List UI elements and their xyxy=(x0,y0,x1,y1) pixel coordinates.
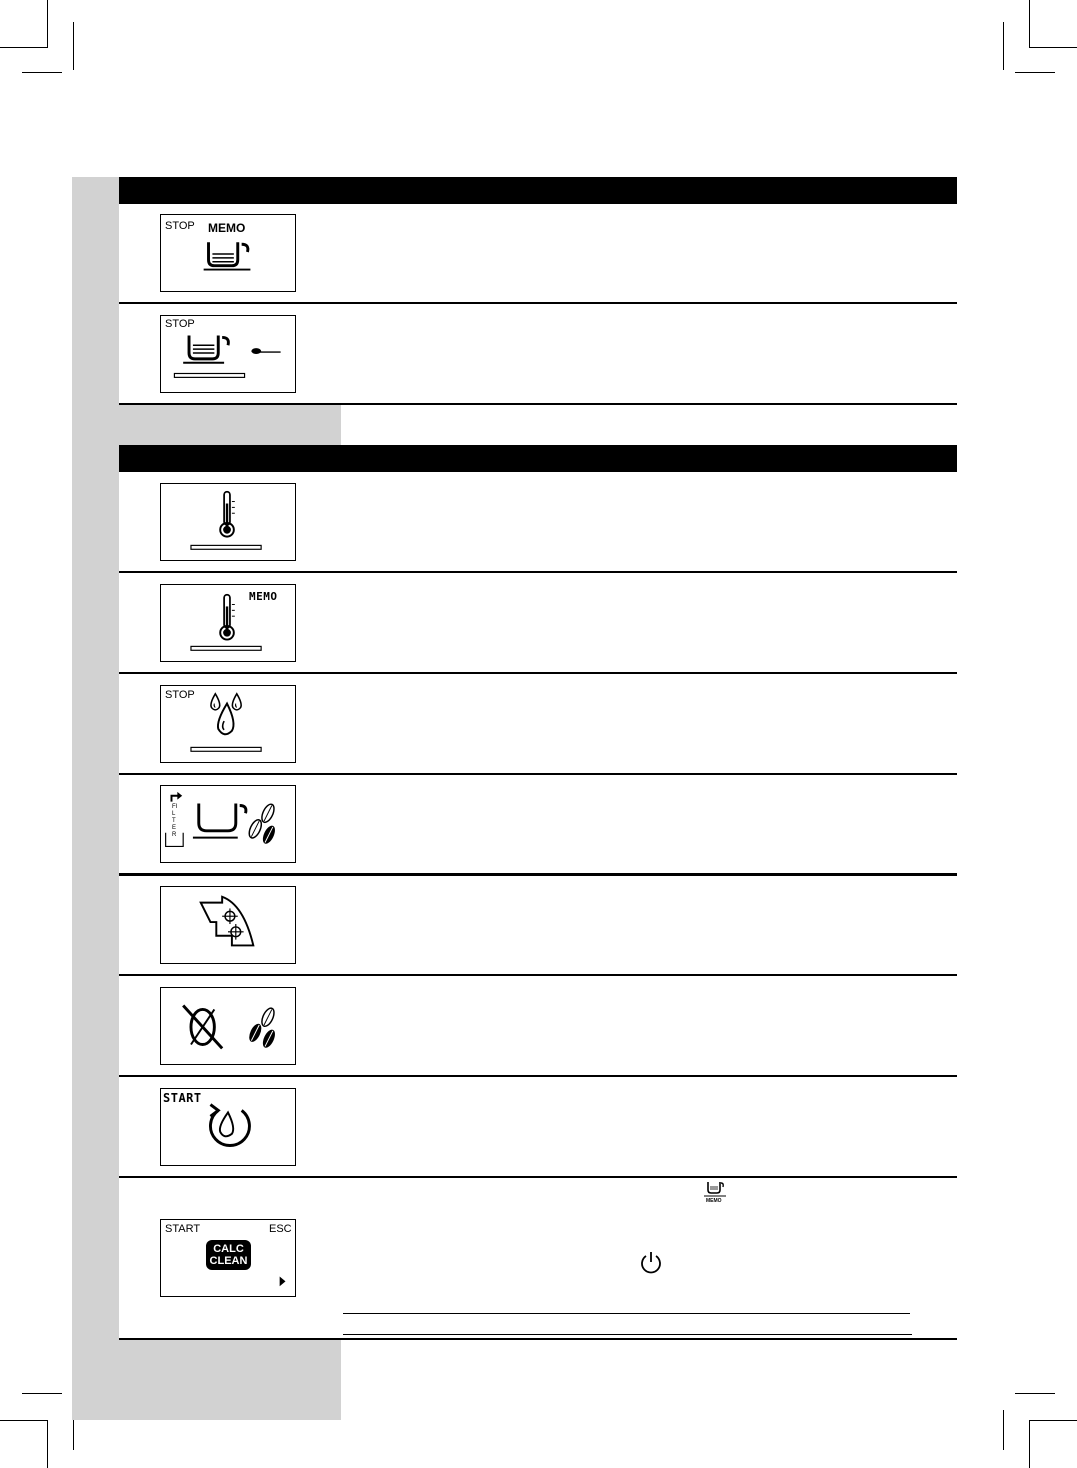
crop-mark xyxy=(47,0,48,48)
note-underline xyxy=(343,1313,910,1314)
row-divider xyxy=(119,672,957,674)
esc-label: ESC xyxy=(269,1223,292,1235)
row-divider xyxy=(119,302,957,304)
display-brew-group xyxy=(160,886,296,964)
crop-mark xyxy=(0,1420,48,1421)
row-divider xyxy=(119,1338,957,1340)
filter-label: FILTER xyxy=(172,804,178,838)
crop-mark xyxy=(1015,1393,1055,1394)
section-header-2 xyxy=(119,445,957,472)
crop-mark xyxy=(73,22,74,70)
crop-mark xyxy=(1003,1410,1004,1450)
crop-mark xyxy=(1003,22,1004,70)
memo-cup-inline-icon xyxy=(700,1178,730,1208)
gray-section-gap xyxy=(119,405,341,445)
power-icon xyxy=(638,1249,664,1275)
crop-mark xyxy=(1029,47,1077,48)
row-divider xyxy=(119,571,957,573)
row-divider xyxy=(119,873,957,876)
row-divider xyxy=(119,1075,957,1077)
crop-mark xyxy=(47,1420,48,1468)
stop-label: STOP xyxy=(165,689,195,701)
display-stop-drops xyxy=(160,685,296,763)
row-divider xyxy=(119,1176,957,1178)
crop-mark xyxy=(22,1393,62,1394)
display-thermometer-memo xyxy=(160,584,296,662)
section-header-1 xyxy=(119,177,957,204)
display-no-ground-beans xyxy=(160,987,296,1065)
start-label: START xyxy=(165,1223,201,1235)
display-filter-cup-beans xyxy=(160,785,296,863)
memo-small-label: MEMO xyxy=(706,1198,722,1204)
row-divider xyxy=(119,773,957,775)
cup-spoon-icon xyxy=(161,316,295,392)
clean-label: CLEAN xyxy=(209,1255,248,1267)
filter-cup-beans-icon xyxy=(161,786,295,862)
display-stop-cup-spoon xyxy=(160,315,296,393)
display-stop-memo-cup xyxy=(160,214,296,292)
crop-mark xyxy=(1029,1420,1077,1421)
start-label: START xyxy=(163,1091,202,1105)
crop-mark xyxy=(1015,72,1055,73)
note-underline xyxy=(343,1334,912,1335)
crop-mark xyxy=(0,47,48,48)
display-start-descale xyxy=(160,1088,296,1166)
calc-label: CALC xyxy=(213,1243,244,1255)
gray-bottom-block xyxy=(119,1340,341,1420)
crop-mark xyxy=(1029,0,1030,48)
right-arrow-icon xyxy=(161,1220,295,1296)
crop-mark xyxy=(1029,1420,1030,1468)
water-drops-icon xyxy=(161,686,295,762)
thermometer-icon xyxy=(161,585,295,661)
stop-label: STOP xyxy=(165,220,195,232)
cup-icon xyxy=(161,215,295,291)
display-calc-clean xyxy=(160,1219,296,1297)
row-divider xyxy=(119,974,957,976)
display-thermometer xyxy=(160,483,296,561)
memo-label: MEMO xyxy=(208,221,246,235)
memo-label: MEMO xyxy=(249,590,278,603)
thermometer-icon xyxy=(161,484,295,560)
row-divider xyxy=(119,403,957,405)
stop-label: STOP xyxy=(165,318,195,330)
brew-group-icon xyxy=(161,887,295,963)
crop-mark xyxy=(22,72,62,73)
descale-cycle-icon xyxy=(161,1089,295,1165)
no-ground-coffee-icon xyxy=(161,988,295,1064)
side-gray-strip xyxy=(72,177,119,1420)
